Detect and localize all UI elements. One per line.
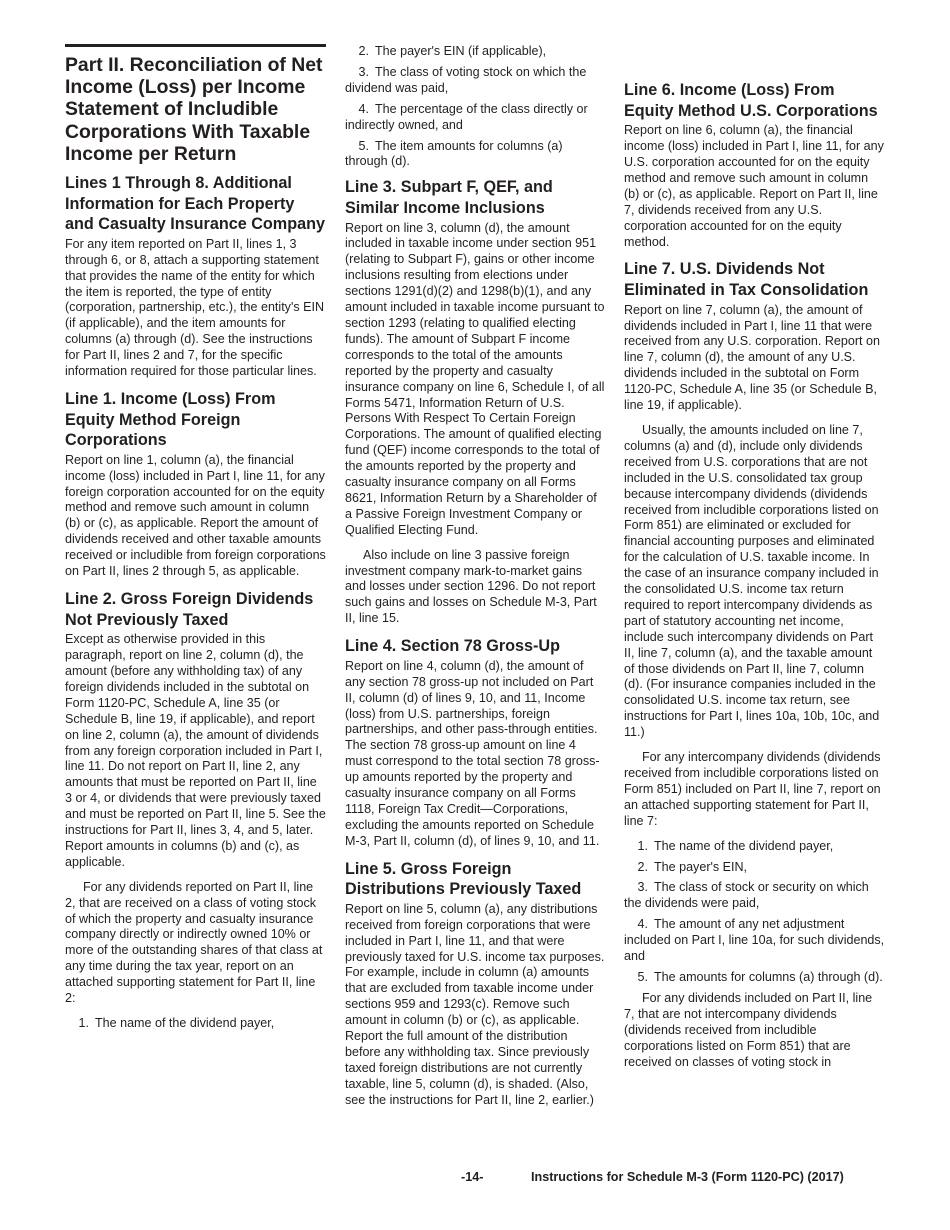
line4-heading: Line 4. Section 78 Gross-Up — [345, 637, 560, 656]
list-item: 2. The payer's EIN (if applicable), — [358, 44, 547, 58]
lines1to8-paragraph: For any item reported on Part II, lines 1, 3 through 6, or 8, attach a supporting statement that provides the name of the entity for which the item is reported, the type of entity (corporation, partnership, etc.), the entity's EIN (if applicable), and the item amounts for columns (a) through (d). See the instructions for Part II, lines 2 and 7, for the specific information required for those particular lines. — [65, 236, 325, 379]
top-rule — [65, 44, 326, 47]
page-number: -14- — [461, 1170, 484, 1184]
list-item: 2. The payer's EIN, — [637, 859, 748, 874]
line7-paragraph-1: Report on line 7, column (a), the amount of dividends included in Part I, line 11 that were received from any U.S. corporation. Report on line 7, column (d), the amount of any U.S. dividends included in the subtotal on Form 1120-PC, Schedule A, line 35 (or Schedule B, line 19, if applicable). — [624, 302, 880, 413]
column-2 — [345, 44, 606, 1118]
line6-paragraph: Report on line 6, column (a), the financial income (loss) included in Part I, line 11, for any U.S. corporation accounted for on the equity method and remove such amount in column (b) or (c), as applicable. Report on Part II, line 7, dividends received from any U.S. corporation accounted for on the equity method. — [624, 123, 884, 249]
column-3 — [624, 44, 885, 1079]
line2-heading: Line 2. Gross Foreign Dividends Not Previously Taxed — [65, 589, 314, 629]
list-item: 4. The percentage of the class directly or indirectly owned, and — [345, 101, 588, 132]
part2-title: Part II. Reconciliation of Net Income (Loss) per Income Statement of Includible Corporations With Taxable Income per Return — [65, 54, 323, 165]
line3-heading: Line 3. Subpart F, QEF, and Similar Income Inclusions — [345, 178, 553, 217]
line5-heading: Line 5. Gross Foreign Distributions Previously Taxed — [345, 859, 582, 899]
line6-heading: Line 6. Income (Loss) From Equity Method U.S. Corporations — [624, 81, 878, 120]
page-footer — [0, 1170, 950, 1186]
line5-paragraph: Report on line 5, column (a), any distributions received from foreign corporations that were included in Part I, line 11, and that were previously taxed for U.S. income tax purposes. For example, include in column (a) amounts that are excluded from taxable income under sections 959 and 1293(c). Remove such amount in column (b) or (c), as applicable. Report the full amount of the distribution before any withholding tax. Since previously taxed foreign distributions are not currently taxable, line 5, column (d), is shaded. (Also, see the instructions for Part II, line 2, earlier.) — [345, 901, 605, 1107]
line1-heading: Line 1. Income (Loss) From Equity Method Foreign Corporations — [65, 389, 276, 450]
line3-paragraph-2: Also include on line 3 passive foreign investment company mark-to-market gains and losses under section 1296. Do not report such gains and losses on Schedule M-3, Part II, line 15. — [345, 547, 597, 626]
line1-paragraph: Report on line 1, column (a), the financial income (loss) included in Part I, line 11, for any foreign corporation accounted for on the equity method and remove such amount in column (b) or (c), as applicable. Report the amount of dividends received and other taxable amounts received or includible from foreign corporations on Part II, lines 2 through 5, as applicable. — [65, 452, 326, 579]
list-item: 5. The amounts for columns (a) through (d). — [637, 969, 883, 984]
list-item: 3. The class of voting stock on which the dividend was paid, — [345, 64, 587, 95]
lines1to8-heading: Lines 1 Through 8. Additional Information for Each Property and Casualty Insurance Company — [65, 174, 325, 234]
list-item: 1. The name of the dividend payer, — [637, 838, 834, 853]
line7-paragraph-2: Usually, the amounts included on line 7, columns (a) and (d), include only dividends received from U.S. corporations that are not included in the U.S. consolidated tax group because intercompany dividends (dividends received from includible corporations listed on Form 851) are eliminated or excluded for financial accounting purposes and eliminated for the calculation of U.S. taxable income. In the case of an insurance company included in the consolidated U.S. income tax return required to report intercompany dividends as part of statutory accounting net income, include such intercompany dividends on Part II, line 7, column (a), and the taxable amount of those dividends on Part II, line 7, column (d). (For insurance companies included in the consolidated U.S. income tax return, see instructions for Part I, lines 10a, 10b, 10c, and 11.) — [624, 422, 880, 740]
line4-paragraph: Report on line 4, column (d), the amount of any section 78 gross-up not included on Part II, column (d) of lines 9, 10, and 11, Income (loss) from U.S. partnerships, foreign partnerships, and other pass-through entities. The section 78 gross-up amount on line 4 must correspond to the total section 78 gross-up amounts reported by the property and casualty insurance company on all Forms 1118, Foreign Tax Credit—Corporations, excluding the amounts reported on Schedule M-3, Part II, column (d), of lines 9, 10, and 11. — [345, 658, 600, 848]
line7-paragraph-4: For any dividends included on Part II, line 7, that are not intercompany dividends (dividends received from includible corporations listed on Form 851) that are received on classes of voting stock in — [624, 990, 873, 1069]
line3-paragraph-1: Report on line 3, column (d), the amount included in taxable income under section 951 (relating to Subpart F), gains or other income inclusions resulting from elections under sections 1291(d)(2) and 1298(b)(1), and any amount included in taxable income pursuant to section 1293 (relating to qualified electing funds). The amount of Subpart F income corresponds to the total of the amounts reported by the property and casualty insurance company on line 6, Schedule I, of all Forms 5471, Information Return of U.S. Persons With Respect To Certain Foreign Corporations. The amount of qualified electing fund (QEF) income corresponds to the total of the amounts reported by the property and casualty insurance company on all Forms 8621, Information Return by a Shareholder of a Passive Foreign Investment Company or Qualified Electing Fund. — [345, 220, 605, 537]
line2-paragraph-1: Except as otherwise provided in this paragraph, report on line 2, column (d), the amount (before any withholding tax) of any foreign dividends included in the subtotal on Form 1120-PC, Schedule A, line 35 (or Schedule B, line 19, if applicable), and report on line 2, column (a), the amount of dividends from any foreign corporation included in Part I, line 11. Do not report on Part II, line 2, any amounts that must be reported on Part II, line 3 or 4, or dividends that were previously taxed and must be reported on Part II, line 5. See the instructions for Part II, lines 3, 4, and 5, later. Report amounts in columns (b) and (c), as applicable. — [65, 632, 326, 869]
footer-title: Instructions for Schedule M-3 (Form 1120-PC) (2017) — [531, 1170, 844, 1184]
list-item: 3. The class of stock or security on which the dividends were paid, — [624, 880, 869, 911]
list-item: 1. The name of the dividend payer, — [78, 1016, 275, 1031]
line7-heading: Line 7. U.S. Dividends Not Eliminated in Tax Consolidation — [624, 260, 869, 300]
list-item: 5. The item amounts for columns (a) through (d). — [345, 138, 563, 169]
column-1 — [65, 44, 326, 1037]
line2-paragraph-2: For any dividends reported on Part II, line 2, that are received on a class of voting stock of which the property and casualty insurance company directly or indirectly owned 10% or more of the outstanding shares of that class at any time during the tax year, report on an attached supporting statement for Part II, line 2: — [65, 879, 323, 1006]
line7-paragraph-3: For any intercompany dividends (dividends received from includible corporations listed on Form 851) included on Part II, line 7, report on an attached supporting statement for Part II, line 7: — [624, 750, 881, 828]
list-item: 4. The amount of any net adjustment included on Part I, line 10a, for such dividends, and — [624, 917, 885, 964]
